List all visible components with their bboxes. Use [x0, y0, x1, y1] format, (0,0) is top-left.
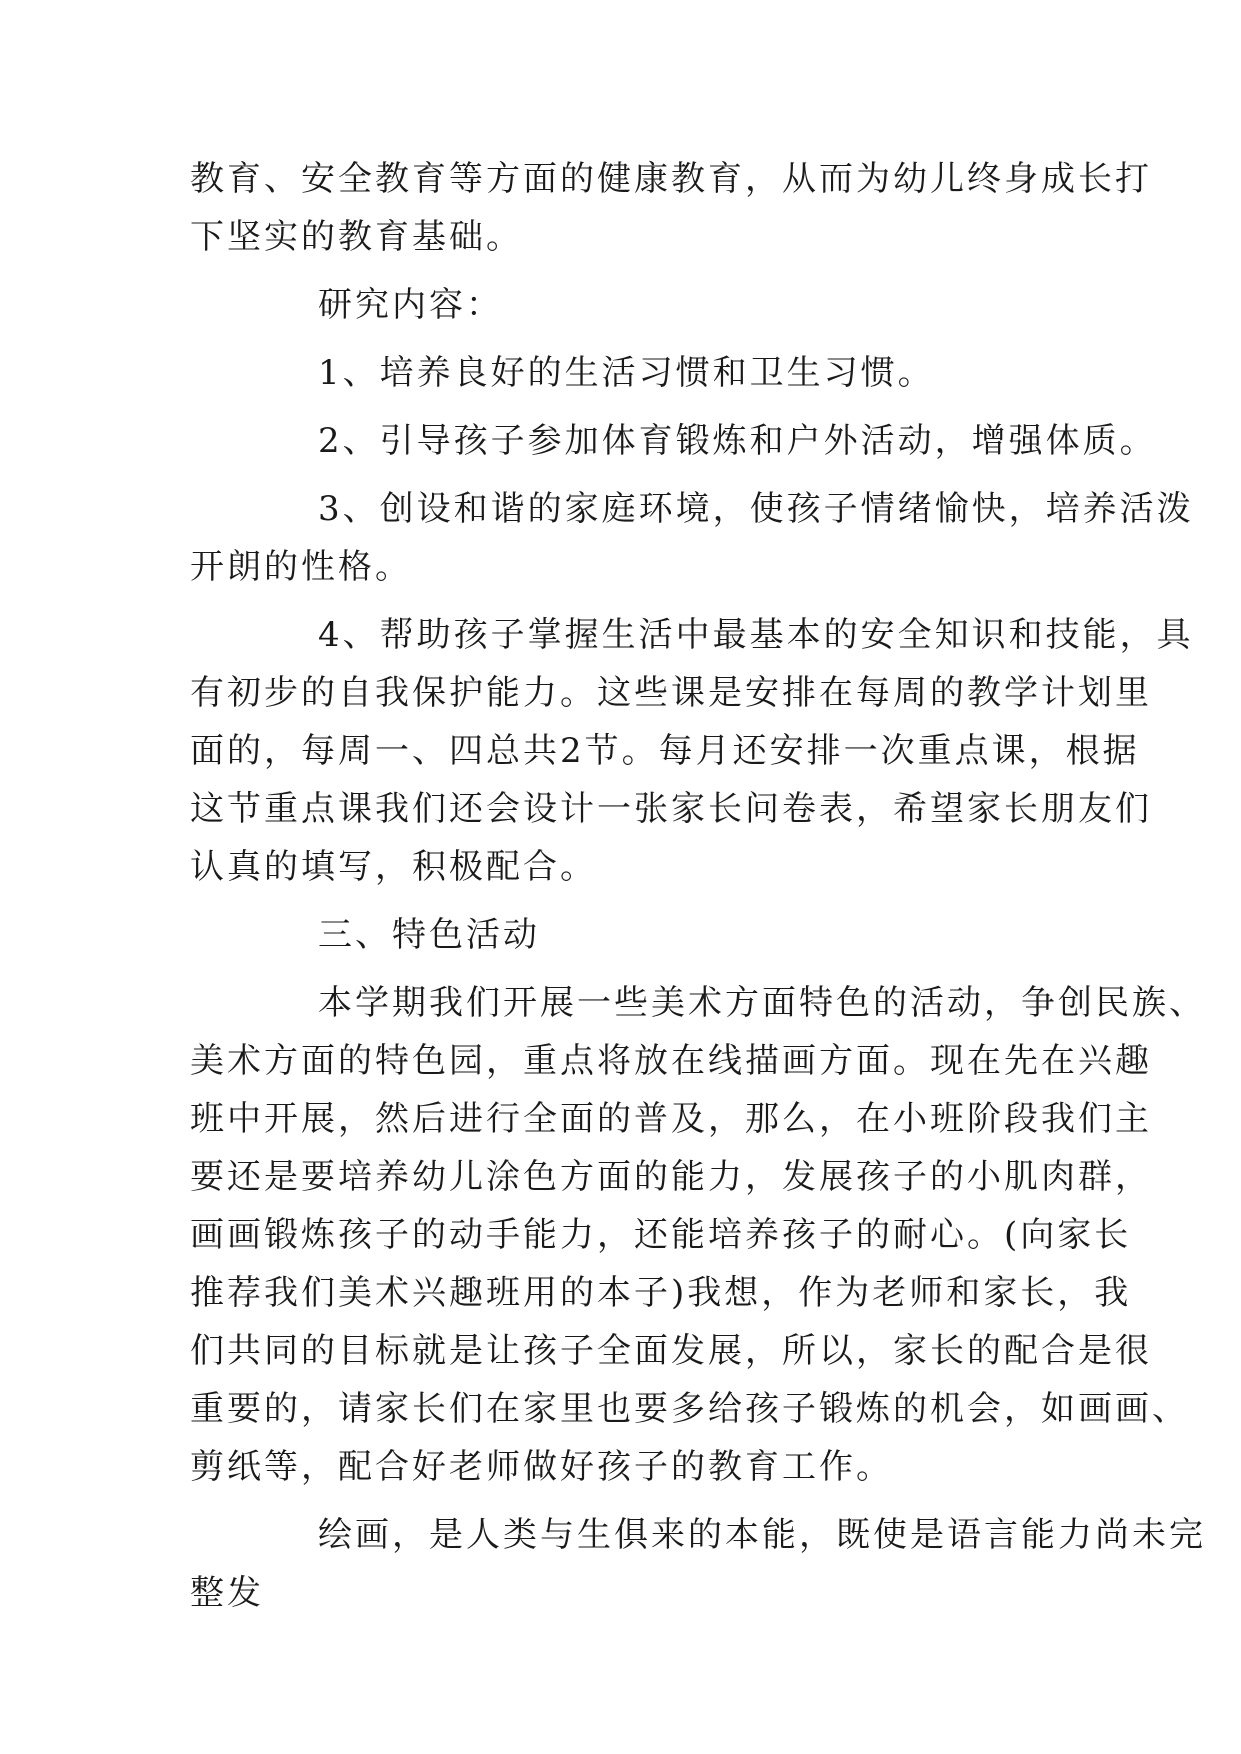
document-body — [190, 150, 1206, 1632]
paragraph — [190, 276, 1060, 334]
text-line: 4、帮助孩子掌握生活中最基本的安全知识和技能，具 — [318, 615, 1194, 655]
text-line: 认真的填写，积极配合。 — [190, 847, 597, 887]
paragraph — [190, 150, 1152, 266]
paragraph — [190, 412, 1157, 470]
paragraph — [190, 480, 1194, 596]
text-line: 们共同的目标就是让孩子全面发展，所以，家长的配合是很 — [190, 1331, 1152, 1371]
paragraph — [190, 974, 1206, 1496]
text-line: 班中开展，然后进行全面的普及，那么，在小班阶段我们主 — [190, 1099, 1152, 1139]
text-line: 本学期我们开展一些美术方面特色的活动，争创民族、 — [318, 983, 1206, 1023]
text-line: 有初步的自我保护能力。这些课是安排在每周的教学计划里 — [190, 673, 1152, 713]
text-line: 1、培养良好的生活习惯和卫生习惯。 — [318, 353, 935, 393]
text-line: 整发 — [190, 1573, 264, 1613]
paragraph — [190, 606, 1194, 896]
text-line: 画画锻炼孩子的动手能力，还能培养孩子的耐心。(向家长 — [190, 1215, 1132, 1255]
text-line: 开朗的性格。 — [190, 547, 412, 587]
text-line: 研究内容： — [318, 285, 503, 325]
text-line: 2、引导孩子参加体育锻炼和户外活动，增强体质。 — [318, 421, 1157, 461]
text-line: 剪纸等，配合好老师做好孩子的教育工作。 — [190, 1447, 893, 1487]
paragraph — [190, 344, 1060, 402]
text-line: 3、创设和谐的家庭环境，使孩子情绪愉快，培养活泼 — [318, 489, 1194, 529]
text-line: 这节重点课我们还会设计一张家长问卷表，希望家长朋友们 — [190, 789, 1152, 829]
text-line: 面的，每周一、四总共2节。每月还安排一次重点课，根据 — [190, 731, 1140, 771]
text-line: 三、特色活动 — [318, 915, 540, 955]
text-line: 重要的，请家长们在家里也要多给孩子锻炼的机会，如画画、 — [190, 1389, 1189, 1429]
paragraph — [190, 1506, 1206, 1622]
text-line: 要还是要培养幼儿涂色方面的能力，发展孩子的小肌肉群， — [190, 1157, 1152, 1197]
text-line: 教育、安全教育等方面的健康教育，从而为幼儿终身成长打 — [190, 159, 1152, 199]
text-line: 下坚实的教育基础。 — [190, 217, 523, 257]
text-line: 美术方面的特色园，重点将放在线描画方面。现在先在兴趣 — [190, 1041, 1152, 1081]
paragraph — [190, 906, 1060, 964]
text-line: 绘画，是人类与生俱来的本能，既使是语言能力尚未完 — [318, 1515, 1206, 1555]
text-line: 推荐我们美术兴趣班用的本子)我想，作为老师和家长，我 — [190, 1273, 1132, 1313]
